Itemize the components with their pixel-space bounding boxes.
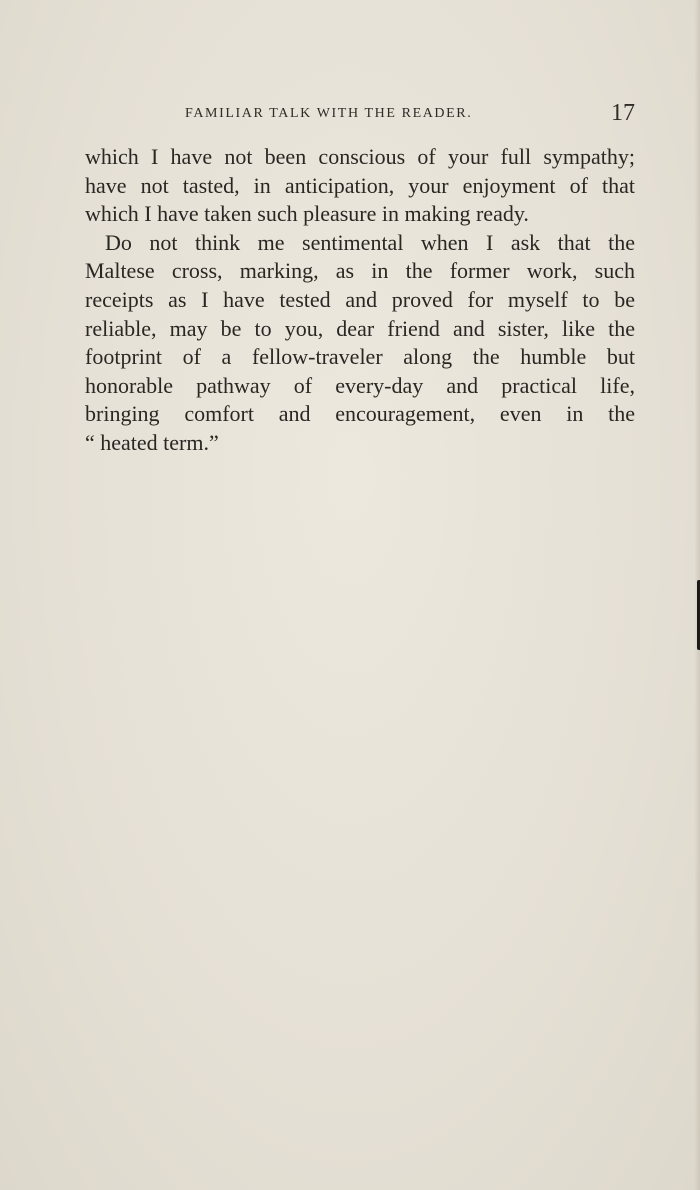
text-line: have not tasted, in anticipation, your enjoyment of that (85, 172, 635, 198)
page-number: 17 (611, 100, 635, 126)
text-line: Maltese cross, marking, as in the former work, such (85, 258, 635, 284)
running-head (85, 98, 637, 132)
text-line: receipts as I have tested and proved for myself to be (85, 286, 635, 312)
text-line: “ heated term.” (85, 429, 219, 455)
running-title: FAMILIAR TALK WITH THE READER. (185, 106, 473, 121)
text-line: reliable, may be to you, dear friend and sister, like the (85, 315, 635, 341)
text-line: Do not think me sentimental when I ask that the (105, 229, 635, 255)
text-line: honorable pathway of every-day and practical life, (85, 372, 635, 398)
body-text (85, 143, 635, 458)
text-line: which I have taken such pleasure in making ready. (85, 201, 529, 227)
text-line: which I have not been conscious of your full sympathy; (85, 144, 635, 169)
text-line: footprint of a fellow-traveler along the humble but (85, 344, 635, 370)
text-line: bringing comfort and encouragement, even in the (85, 401, 635, 427)
